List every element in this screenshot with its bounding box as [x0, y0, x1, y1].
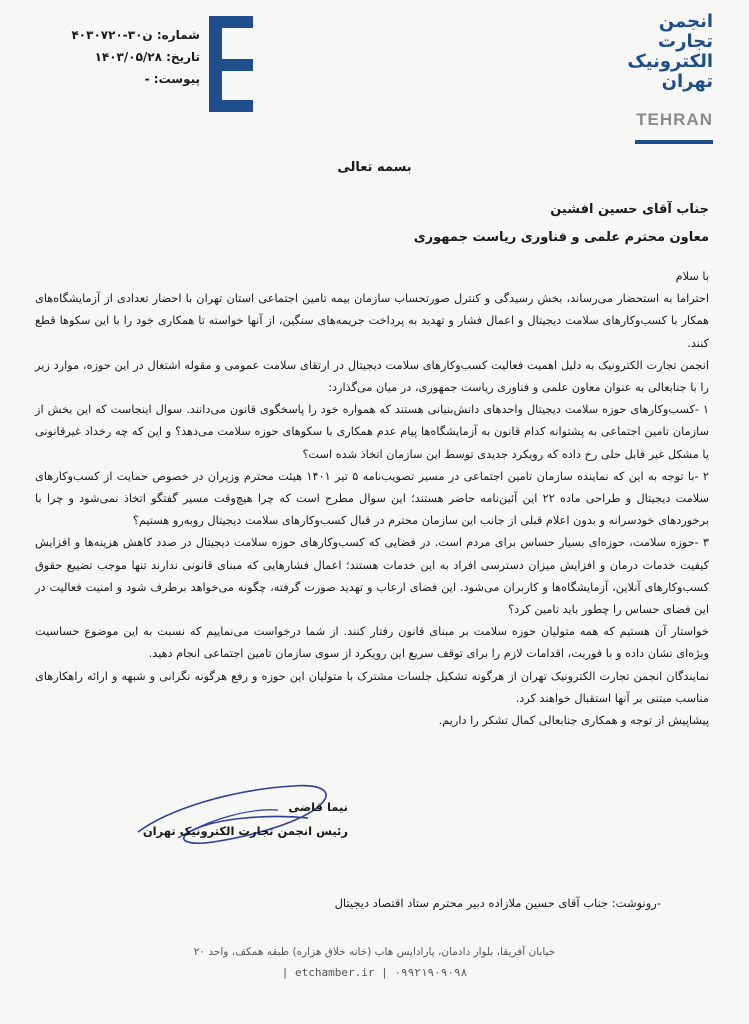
- signer-title: رئیس انجمن تجارت الکترونیک تهران: [142, 824, 348, 838]
- body-paragraph: ۲ -با توجه به این که نماینده سازمان تامین اجتماعی در مسیر تصویب‌نامه ۵ تیر ۱۴۰۱ هیئت محترم وزیران در خصوص حمایت از کسب‌وکارهای سلامت دیجیتال و طراحی ماده ۲۲ این آئین‌نامه حاضر هستند؛ این سوال مطرح است که چرا هیچ‌وقت مسیر گفتگو اتخاذ نمی‌شود و چرا با برخوردهای خودسرانه و بدون اعلام قبلی از جانب این سازمان محترم در قبال کسب‌وکارهای سلامت دیجیتال روبه‌رو هستیم؟: [35, 469, 710, 528]
- footer: [0, 946, 749, 979]
- body-paragraph: انجمن تجارت الکترونیک به دلیل اهمیت فعالیت کسب‌وکارهای سلامت دیجیتال در ارتقای سلامت عمومی و مقوله اشتغال در این حوزه، موارد زیر را با جنابعالی به عنوان معاون علمی و فناوری ریاست جمهوری، در میان می‌گذارد:: [35, 358, 709, 395]
- logo-underline: [635, 140, 713, 144]
- attachment-value: -: [144, 72, 150, 86]
- brand-logo-fa: [593, 12, 713, 92]
- body-paragraph: ۳ -حوزه سلامت، حوزه‌ای بسیار حساس برای مردم است. در فضایی که کسب‌وکارهای حوزه سلامت دیجیتال در صدد کاهش هزینه‌ها و افزایش کیفیت خدمات درمان و افزایش میزان دسترسی افراد به این خدمات هستند؛ اعمال فشارهایی که مبنای قانونی ندارند تنها موجب تضییع حقوق کسب‌وکارهای آنلاین، آزمایشگاه‌ها و کاربران می‌شود. این فضای ارعاب و تهدید صورت گرفته، چگونه می‌خواهد برطرف شود و امنیت فعالیت در این فضای حساس را چطور باید تامین کرد؟: [35, 536, 709, 617]
- attachment-label: پیوست:: [153, 72, 200, 86]
- recipient-title: معاون محترم علمی و فناوری ریاست جمهوری: [413, 230, 709, 245]
- bismillah: بسمه تعالی: [337, 160, 412, 175]
- footer-phone[interactable]: ۰۹۹۲۱۹۰۹۰۹۸: [394, 966, 468, 979]
- number-label: شماره:: [156, 28, 200, 42]
- footer-separator: |: [381, 966, 388, 979]
- footer-address: خیابان آفریقا، بلوار دادمان، پارادایس هاب (خانه خلاق هزاره) طبقه همکف، واحد ۲۰: [193, 946, 556, 958]
- signer-name: نیما قاضی: [288, 800, 348, 814]
- date-row: [40, 46, 200, 68]
- body-paragraph: ۱ -کسب‌وکارهای حوزه سلامت دیجیتال واحدهای دانش‌بنیانی هستند که همواره خود را پاسخگوی قانون می‌دانند. سوال اینجاست که این بخش از سازمان تامین اجتماعی به پشتوانه کدام قانون به آزمایشگاه‌ها پیام عدم همکاری با سکوهای حوزه سلامت می‌دهد؟ و این که چه رخداد غیرقانونی یا مشکل غیر قابل حلی رخ داده که رویکرد جدیدی توسط این سازمان اتخاذ شده است؟: [35, 403, 709, 461]
- date-value: ۱۴۰۳/۰۵/۲۸: [94, 50, 162, 64]
- number-value: ن۳۰-۴۰۳۰۷۲۰: [71, 28, 153, 42]
- body-paragraph: خواستار آن هستیم که همه متولیان حوزه سلامت بر مبنای قانون رفتار کنند. از شما درخواست می‌نماییم که نسبت به این موضوع حساسیت ویژه‌ای نشان داده و با فوریت، اقدامات لازم را برای توقف سریع این رویکرد از سوی سازمان تامین اجتماعی انجام دهید.: [35, 625, 709, 661]
- recipient-name: جناب آقای حسین افشین: [550, 202, 709, 217]
- letter-body: [35, 266, 709, 732]
- logo-line-3: الکترونیک: [627, 51, 713, 72]
- carbon-copy: -رونوشت: جناب آقای حسین ملازاده دبیر محترم ستاد اقتصاد دیجیتال: [334, 896, 661, 910]
- footer-contact: [0, 966, 749, 979]
- letter-meta: [40, 24, 200, 90]
- footer-website[interactable]: etchamber.ir: [295, 966, 375, 979]
- signature-block: [118, 780, 348, 860]
- attachment-row: [40, 68, 200, 90]
- handwritten-signature-icon: [118, 780, 348, 860]
- e-logo-icon: [205, 10, 257, 118]
- recipient: [149, 196, 709, 252]
- greeting: با سلام: [675, 270, 709, 283]
- body-paragraph: پیشاپیش از توجه و همکاری جنابعالی کمال تشکر را داریم.: [438, 714, 709, 728]
- date-label: تاریخ:: [166, 50, 200, 64]
- body-paragraph: احتراما به استحضار می‌رساند، بخش رسیدگی و کنترل صورتحساب سازمان بیمه تامین اجتماعی استان تهران با احضار تعدادی از آزمایشگاه‌های همکار با کسب‌وکارهای سلامت دیجیتال و اعمال فشار و تهدید به پرداخت جریمه‌های سنگین، از آنها خواسته تا همکاری خود را با این سکوها قطع کنند.: [35, 292, 709, 350]
- logo-line-4: تهران: [661, 71, 713, 92]
- number-row: [40, 24, 200, 46]
- brand-logo-en: TEHRAN: [636, 110, 713, 129]
- logo-line-1: انجمن: [658, 11, 713, 32]
- footer-separator: |: [281, 966, 289, 979]
- logo-line-2: تجارت: [658, 31, 713, 52]
- body-paragraph: نمایندگان انجمن تجارت الکترونیک تهران از هرگونه تشکیل جلسات مشترک با متولیان این حوزه و رفع هرگونه نگرانی و شبهه و ارائه راهکارهای مناسب مبتنی بر آنها استقبال خواهند کرد.: [35, 669, 709, 705]
